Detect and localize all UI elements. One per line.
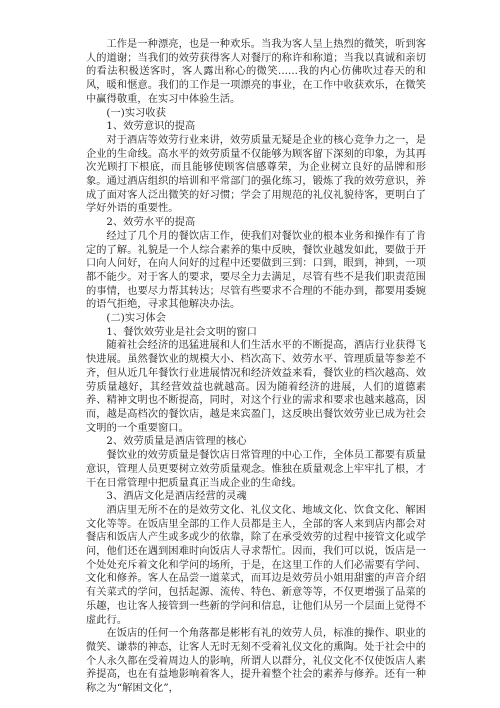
subheading-quality-core: 2、效劳质量是酒店管理的核心 bbox=[106, 436, 247, 448]
paragraph-service-level: 经过了几个月的餐饮店工作，使我们对餐饮业的根本业务和操作有了肯定的了解。礼貌是一个人综合素养的集中反映，餐饮业越发如此，要做于开口向人问好，在向人问好的过程中还要做到三到：口到，眼到，神到，一项都不能少。对于客人的要求，要尽全力去满足，尽管有些不是我们职责范围的事情，也要尽力帮其转达；尽管有些要求不合理的不能办到，都要用委婉的语气拒绝，寻求其他解决办法。 bbox=[86, 230, 426, 311]
paragraph-social-window: 随着社会经济的迅猛进展和人们生活水平的不断提高，酒店行业获得飞快进展。虽然餐饮业的规模大小、档次高下、效劳水平、管理质量等参差不齐，但从近几年餐饮行业进展情况和经济效益来看，餐饮业的档次越高、效劳质量越好，其经营效益也就越高。因为随着经济的进展，人们的道德素养、精神文明也不断提高，同时，对这个行业的需求和要求也越来越高，因而，越是高档次的餐饮店，越是来宾盈门，这反映出餐饮效劳业已成为社会文明的一个重要窗口。 bbox=[86, 340, 426, 434]
paragraph-quality-core: 餐饮业的效劳质量是餐饮店日常管理的中心工作，全体员工都要有质量意识，管理人员更要树立效劳质量观念。惟独在质量观念上牢牢扎了根，才干在日常管理中把质量真正当成企业的生命线。 bbox=[86, 450, 426, 489]
subheading-social-window: 1、餐饮效劳业是社会文明的窗口 bbox=[106, 326, 257, 338]
subheading-hotel-culture: 3、酒店文化是酒店经营的灵魂 bbox=[106, 491, 247, 503]
paragraph-service-awareness: 对于酒店等效劳行业来讲，效劳质量无疑是企业的核心竞争力之一，是企业的生命线。高水平的效劳质量不仅能够为顾客留下深刻的印象，为其再次光顾打下根底，而且能够使顾客信感尊荣，为企业树立良好的品牌和形象。通过酒店组织的培训和平常部门的强化练习，锻炼了我的效劳意识，养成了面对客人泛出微笑的好习惯；学会了用规范的礼仪礼貌待客，更明白了学好外语的重要性。 bbox=[86, 134, 426, 215]
section-heading-harvest: (一)实习收获 bbox=[106, 107, 166, 119]
paragraph-hotel-culture: 酒店里无所不在的是效劳文化、礼仪文化、地域文化、饮食文化、解困文化等等。在饭店里全部的工作人员都是主人，全部的客人来到店内都会对餐店和饭店人产生或多或少的依靠，除了在承受效劳的过程中接管文化或学问，他们还在遇到困难时向饭店人寻求帮忙。因而，我们可以说，饭店是一个处处充斥着文化和学问的场所，于是，在这里工作的人们必需要有学问、文化和修养。客人在品尝一道菜式，而耳边是效劳员小姐用甜蜜的声音介绍有关菜式的学问，包括起源、流传、特色、新意等等，不仅更增强了品菜的乐趣，也让客人接管到一些新的学问和信息，让他们从另一个层面上觉得不虚此行。 bbox=[86, 504, 426, 626]
section-heading-experience: (二)实习体会 bbox=[106, 313, 166, 325]
paragraph-etiquette-culture: 在饭店的任何一个角落都是彬彬有礼的效劳人员，标准的操作、职业的微笑、谦恭的神态，让客人无时无刻不受着礼仪文化的熏陶。处于社会中的个人永久都在受着周边人的影响，所谓人以群分，礼仪文化不仅使饭店人素养提高，也在有益地影响着客人，提升着整个社会的素养与修养。还有一种称之为“解困文化”， bbox=[86, 628, 426, 695]
subheading-service-awareness: 1、效劳意识的提高 bbox=[106, 121, 196, 133]
paragraph-intro: 工作是一种漂亮，也是一种欢乐。当我为客人呈上热烈的微笑，听到客人的道谢；当我们的效劳获得客人对餐厅的称许和称道；当我以真诚和亲切的看法积极送客时，客人露出称心的微笑......我的内心仿佛吹过春天的和风，暖和惬意。我们的工作是一项漂亮的事业，在工作中收获欢乐，在微笑中赢得敬重，在实习中体验生活。 bbox=[86, 39, 426, 105]
subheading-service-level: 2、效劳水平的提高 bbox=[106, 217, 196, 229]
